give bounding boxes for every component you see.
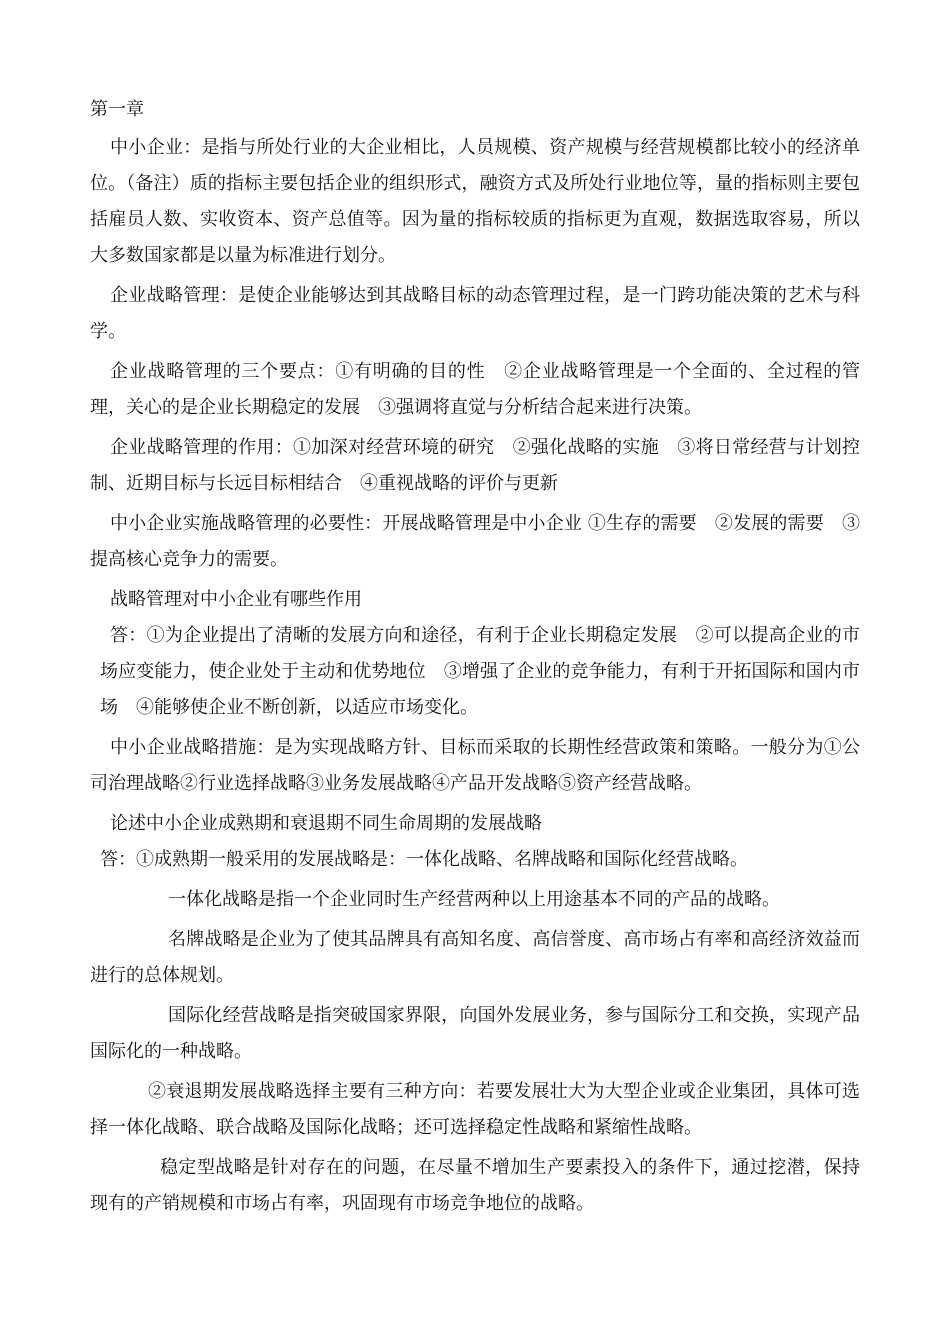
question-effects: 战略管理对中小企业有哪些作用: [110, 589, 362, 610]
paragraph-strategy-management-definition: 企业战略管理：是使企业能够达到其战略目标的动态管理过程，是一门跨功能决策的艺术与科学。: [90, 285, 860, 342]
chapter-heading: 第一章: [90, 99, 144, 120]
paragraph-functions: 企业战略管理的作用：①加深对经营环境的研究 ②强化战略的实施 ③将日常经营与计划控制、近期目标与长远目标相结合 ④重视战略的评价与更新: [90, 437, 860, 494]
answer-effects: 答：①为企业提出了清晰的发展方向和途径，有利于企业长期稳定发展 ②可以提高企业的市场应变能力，使企业处于主动和优势地位 ③增强了企业的竞争能力，有利于开拓国际和国内市场 ④能够使企业不断创新，以适应市场变化。: [100, 625, 860, 718]
paragraph-strategy-measures: 中小企业战略措施：是为实现战略方针、目标而采取的长期性经营政策和策略。一般分为①公司治理战略②行业选择战略③业务发展战略④产品开发战略⑤资产经营战略。: [90, 737, 860, 794]
paragraph-stability-strategy: 稳定型战略是针对存在的问题，在尽量不增加生产要素投入的条件下，通过挖潜，保持现有的产销规模和市场占有率，巩固现有市场竞争地位的战略。: [90, 1157, 860, 1214]
paragraph-sme-definition: 中小企业：是指与所处行业的大企业相比，人员规模、资产规模与经营规模都比较小的经济单位。（备注）质的指标主要包括企业的组织形式，融资方式及所处行业地位等，量的指标则主要包括雇员人数、实收资本、资产总值等。因为量的指标较质的指标更为直观，数据选取容易，所以大多数国家都是以量为标准进行划分。: [90, 137, 860, 266]
answer-mature-stage: 答：①成熟期一般采用的发展战略是：一体化战略、名牌战略和国际化经营战略。: [100, 849, 748, 870]
paragraph-brand-strategy: 名牌战略是企业为了使其品牌具有高知名度、高信誉度、高市场占有率和高经济效益而进行的总体规划。: [90, 929, 860, 986]
paragraph-international-strategy: 国际化经营战略是指突破国家界限，向国外发展业务，参与国际分工和交换，实现产品国际化的一种战略。: [90, 1005, 860, 1062]
paragraph-necessity: 中小企业实施战略管理的必要性：开展战略管理是中小企业 ①生存的需要 ②发展的需要 ③提高核心竞争力的需要。: [90, 513, 860, 570]
paragraph-decline-stage: ②衰退期发展战略选择主要有三种方向：若要发展壮大为大型企业或企业集团，具体可选择一体化战略、联合战略及国际化战略；还可选择稳定性战略和紧缩性战略。: [90, 1081, 860, 1138]
paragraph-three-key-points: 企业战略管理的三个要点：①有明确的目的性 ②企业战略管理是一个全面的、全过程的管理，关心的是企业长期稳定的发展 ③强调将直觉与分析结合起来进行决策。: [90, 361, 860, 418]
paragraph-integration-strategy: 一体化战略是指一个企业同时生产经营两种以上用途基本不同的产品的战略。: [168, 889, 780, 910]
question-lifecycle: 论述中小企业成熟期和衰退期不同生命周期的发展战略: [110, 813, 542, 834]
document-page: [90, 92, 860, 1222]
